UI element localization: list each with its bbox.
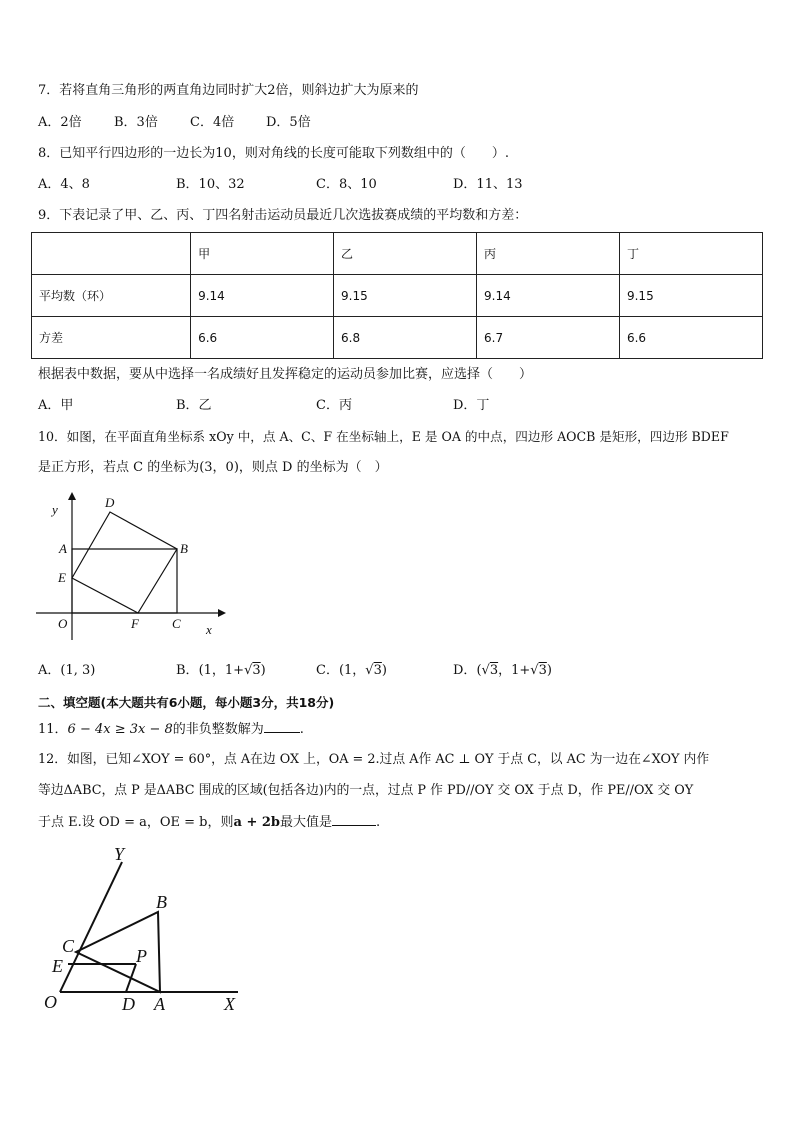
y-axis-arrow-icon xyxy=(68,492,76,500)
label-p: P xyxy=(136,946,147,966)
x-axis-arrow-icon xyxy=(218,609,226,617)
q10-option-a[interactable] xyxy=(38,662,95,680)
label-f: F xyxy=(131,616,139,631)
q7-option-a[interactable]: A．2倍 xyxy=(38,115,82,130)
section-heading: 二、填空题(本大题共有6小题，每小题3分，共18分) xyxy=(38,695,335,710)
table-header-cell: 甲 xyxy=(191,233,334,275)
q8-option-b[interactable]: B．10、32 xyxy=(176,177,245,192)
label-d: D xyxy=(122,994,135,1014)
q8-stem: 8．已知平行四边形的一边长为10，则对角线的长度可能取下列数组中的（ ）. xyxy=(38,146,509,161)
label-e: E xyxy=(52,956,63,976)
table-cell: 6.6 xyxy=(619,317,762,359)
q11-answer-blank[interactable] xyxy=(264,720,300,733)
sqrt-radicand: 3 xyxy=(252,663,261,678)
q7-stem: 7．若将直角三角形的两直角边同时扩大2倍，则斜边扩大为原来的 xyxy=(38,83,419,98)
table-cell: 方差 xyxy=(32,317,191,359)
q9-option-a[interactable]: A．甲 xyxy=(38,398,74,413)
q9-option-d[interactable]: D．丁 xyxy=(453,398,490,413)
q12-line2: 等边ΔABC，点 P 是ΔABC 围成的区域(包括各边)内的一点，过点 P 作 PD//OY 交 OX 于点 D，作 PE//OX 交 OY xyxy=(38,783,694,798)
table-cell: 9.15 xyxy=(334,275,477,317)
label-b: B xyxy=(180,541,188,556)
option-prefix: B． xyxy=(176,663,199,678)
option-prefix: D． xyxy=(453,663,477,678)
sqrt-sign: √ xyxy=(365,663,374,678)
table-cell: 9.15 xyxy=(619,275,762,317)
option-prefix: A． xyxy=(38,663,61,678)
q12-answer-blank[interactable] xyxy=(332,813,376,826)
q10-option-b[interactable] xyxy=(176,662,266,680)
q12-line3 xyxy=(38,813,380,832)
q10-option-c[interactable] xyxy=(316,662,387,680)
q11-number: 11． xyxy=(38,722,68,737)
label-o: O xyxy=(44,992,57,1012)
option-text: ( xyxy=(476,663,482,678)
table-header-cell: 丁 xyxy=(619,233,762,275)
q12-line3-label: 最大值是 xyxy=(280,815,333,830)
q11-expression: 6 − 4x ≥ 3x − 8 xyxy=(67,722,173,737)
sqrt-radicand: 3 xyxy=(538,663,547,678)
table-cell: 平均数（环） xyxy=(32,275,191,317)
option-suffix: ) xyxy=(546,663,552,678)
q8-option-c[interactable]: C．8、10 xyxy=(316,177,377,192)
q9-option-c[interactable]: C．丙 xyxy=(316,398,352,413)
square-bdef xyxy=(72,512,177,613)
table-row xyxy=(32,275,763,317)
q10-stem-line2: 是正方形，若点 C 的坐标为(3，0)，则点 D 的坐标为（ ） xyxy=(38,460,388,475)
sqrt-sign: √ xyxy=(244,663,253,678)
label-e: E xyxy=(58,570,66,585)
q11-stem xyxy=(38,720,304,739)
label-b: B xyxy=(156,892,167,912)
triangle-abc xyxy=(76,912,160,992)
label-c: C xyxy=(62,936,75,956)
table-cell: 9.14 xyxy=(191,275,334,317)
table-cell: 6.8 xyxy=(334,317,477,359)
q9-option-b[interactable]: B．乙 xyxy=(176,398,212,413)
rectangle-aocb xyxy=(72,549,177,613)
q12-expression: a + 2b xyxy=(233,815,281,830)
option-prefix: C． xyxy=(316,663,339,678)
q12-end: . xyxy=(376,815,381,830)
q11-end: . xyxy=(299,722,304,737)
table-header-row xyxy=(32,233,763,275)
table-row xyxy=(32,317,763,359)
ray-oy xyxy=(60,862,122,992)
q12-line1: 12．如图，已知∠XOY = 60°，点 A在边 OX 上，OA = 2.过点 A作 AC ⊥ OY 于点 C，以 AC 为一边在∠XOY 内作 xyxy=(38,752,710,767)
table-header-cell xyxy=(32,233,191,275)
q7-option-c[interactable]: C．4倍 xyxy=(190,115,235,130)
table-cell: 6.7 xyxy=(477,317,620,359)
sqrt-radicand: 3 xyxy=(373,663,382,678)
label-a: A xyxy=(59,541,67,556)
q10-option-d[interactable] xyxy=(453,662,552,680)
sqrt-radicand: 3 xyxy=(489,663,499,678)
option-text: (1，1+ xyxy=(198,663,245,678)
label-x: X xyxy=(224,994,235,1014)
score-table xyxy=(31,232,763,359)
sqrt-sign: √ xyxy=(481,663,490,678)
option-mid: ，1+ xyxy=(498,663,531,678)
q7-option-d[interactable]: D．5倍 xyxy=(266,115,311,130)
label-x: x xyxy=(206,622,212,637)
segment-pd xyxy=(126,964,136,992)
q9-stem: 9．下表记录了甲、乙、丙、丁四名射击运动员最近几次选拔赛成绩的平均数和方差： xyxy=(38,208,528,223)
q8-option-a[interactable]: A．4、8 xyxy=(38,177,90,192)
q9-question: 根据表中数据，要从中选择一名成绩好且发挥稳定的运动员参加比赛，应选择（ ） xyxy=(38,367,533,382)
option-text: (1， xyxy=(338,663,366,678)
label-c: C xyxy=(172,616,181,631)
table-header-cell: 乙 xyxy=(334,233,477,275)
label-o: O xyxy=(58,616,68,631)
label-a: A xyxy=(154,994,165,1014)
q10-stem-line1: 10．如图，在平面直角坐标系 xOy 中，点 A、C、F 在坐标轴上，E 是 OA 的中点，四边形 AOCB 是矩形，四边形 BDEF xyxy=(38,429,729,444)
option-suffix: ) xyxy=(381,663,387,678)
label-y: y xyxy=(52,502,58,517)
q12-figure xyxy=(40,842,250,1014)
table-header-cell: 丙 xyxy=(477,233,620,275)
q7-option-b[interactable]: B．3倍 xyxy=(114,115,158,130)
option-text: (1, 3) xyxy=(60,663,96,678)
table-cell: 9.14 xyxy=(477,275,620,317)
q11-text: 的非负整数解为 xyxy=(172,722,264,737)
q10-figure xyxy=(36,492,236,640)
option-suffix: ) xyxy=(260,663,266,678)
q12-line3-text: 于点 E.设 OD = a，OE = b，则 xyxy=(38,815,234,830)
label-y: Y xyxy=(114,844,125,864)
q8-option-d[interactable]: D．11、13 xyxy=(453,177,523,192)
table-cell: 6.6 xyxy=(191,317,334,359)
sqrt-sign: √ xyxy=(530,663,539,678)
label-d: D xyxy=(105,495,115,510)
